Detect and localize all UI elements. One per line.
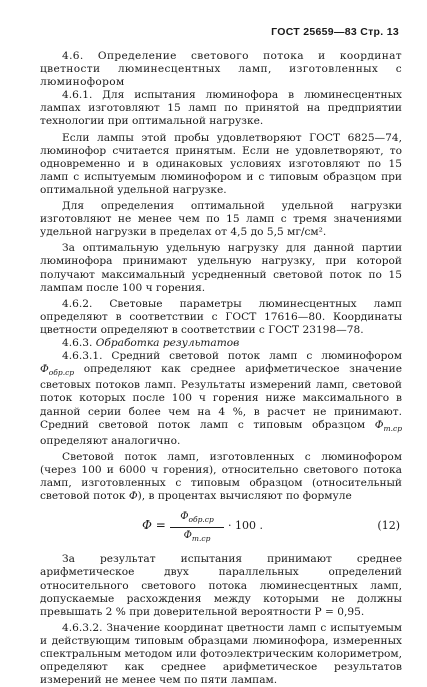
flux-symbol: Ф — [128, 490, 138, 503]
text-run: ), в процентах вычисляют по формуле — [137, 490, 352, 503]
paragraph-optimal-load: Для определения оптимальной удельной нагрузки изготовляют не менее чем по 15 ламп с тремя значениями удельной нагрузки в пределах от 4,5 до 5,5 мг/см². — [40, 200, 402, 239]
formula-fraction — [170, 510, 224, 545]
flux-symbol: Ф — [374, 418, 384, 431]
paragraph-4-6-3-2: 4.6.3.2. Значение координат цветности ламп с испытуемым и действующим типовым образцами люминофора, измеренных спектральным методом или фотоэлектрическим колориметром, определяют как среднее арифметическое результатов измерений не менее чем по пяти лампам. — [40, 621, 402, 687]
text-run: определяют аналогично. — [40, 434, 181, 447]
formula-numerator: $Ф_{обр.ср}$ — [180, 511, 214, 525]
paragraph-gost-6825: Если лампы этой пробы удовлетворяют ГОСТ 6825—74, люминофор считается принятым. Если не удовлетворяют, то одновременно и в одинаковых условиях изготовляют по 15 ламп с испытуемым люминофором и с типовым образцом при оптимальной удельной нагрузке. — [40, 131, 402, 196]
paragraph-4-6-3 — [40, 337, 402, 350]
clause-number: 4.6.3. — [62, 336, 93, 349]
flux-symbol: Ф — [40, 363, 49, 376]
paragraph-4-6-2: 4.6.2. Световые параметры люминесцентных ламп определяют в соответствии с ГОСТ 17616—80. Координаты цветности определяют в соответствии с ГОСТ 23198—78. — [40, 297, 402, 336]
text-run: определяют как среднее арифметическое значение световых потоков ламп. Результаты измерений ламп, световой поток которых после 100 ч горения ниже максимального в данной серии более чем на 4 %, в расчет не принимают. Средний световой поток ламп с типовым образцом — [40, 363, 402, 431]
text-run: Световой поток ламп, изготовленных с люминофором (через 100 и 6000 ч горения), относительно светового потока ламп, изготовленных с типовым образцом (относительный световой поток — [40, 450, 402, 503]
clause-title: Обработка результатов — [95, 336, 240, 349]
fraction-bar — [170, 527, 224, 528]
equation-number: (12) — [377, 519, 400, 533]
flux-subscript: т.ср — [383, 423, 402, 433]
section-title: 4.6. Определение светового потока и координат цветности люминесцентных ламп, изготовленных с люминофором — [40, 50, 402, 89]
paragraph-4-6-3-1 — [40, 350, 402, 448]
paragraph-relative-flux — [40, 451, 402, 503]
formula-lhs: Ф = — [142, 518, 166, 533]
paragraph-optimal-load-definition: За оптимальную удельную нагрузку для данной партии люминофора принимают удельную нагрузку, при которой получают максимальный усредненный световой поток по 15 лампам после 100 ч горения. — [40, 242, 402, 294]
formula-12 — [40, 507, 402, 547]
paragraph-4-6-1: 4.6.1. Для испытания люминофора в люминесцентных лампах изготовляют 15 ламп по принятой на предприятии технологии при оптимальной нагрузке. — [40, 89, 402, 128]
formula-denominator: $Ф_{т.ср}$ — [183, 530, 211, 544]
formula-multiplier: · 100 . — [228, 519, 263, 533]
document-body — [40, 50, 402, 687]
flux-subscript: обр.ср — [48, 368, 75, 378]
page-header: ГОСТ 25659—83 Стр. 13 — [271, 26, 399, 38]
paragraph-result: За результат испытания принимают среднее арифметическое двух параллельных определений относительного светового потока люминесцентных ламп, допускаемые расхождения между которыми не должны превышать 2 % при доверительной вероятности Р = 0,95. — [40, 553, 402, 618]
text-run: 4.6.3.1. Средний световой поток ламп с люминофором — [62, 350, 402, 363]
